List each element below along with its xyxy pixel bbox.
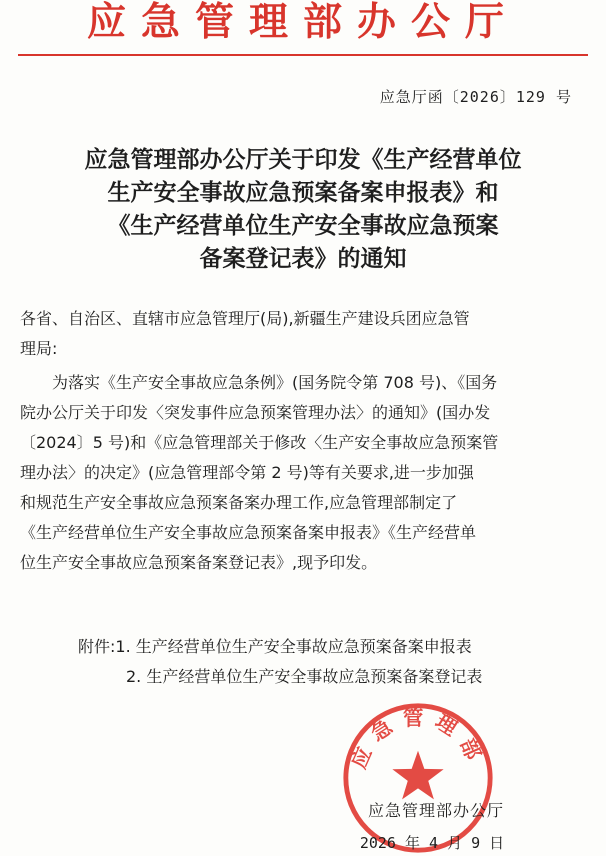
document-number: 应急厅函〔2026〕129 号 <box>379 88 572 106</box>
title-line: 应急管理部办公厅关于印发《生产经营单位 <box>84 147 522 173</box>
body-line: 为落实《生产安全事故应急条例》(国务院令第 708 号)、《国务 <box>20 373 498 392</box>
red-divider-line <box>18 54 588 56</box>
body-line: 院办公厅关于印发〈突发事件应急预案管理办法〉的通知》(国办发 <box>20 403 491 422</box>
seal-text: 应急管理部 <box>346 705 490 773</box>
title-line: 备案登记表》的通知 <box>199 246 407 272</box>
attachment-item: 附件:1. 生产经营单位生产安全事故应急预案备案申报表 <box>78 637 472 656</box>
issuer-signature: 应急管理部办公厅 <box>367 801 504 820</box>
body-line: 位生产安全事故应急预案备案登记表》,现予印发。 <box>20 553 378 572</box>
addressee-line: 理局: <box>20 339 58 358</box>
body-line: 和规范生产安全事故应急预案备案办理工作,应急管理部制定了 <box>20 493 458 512</box>
body-line: 《生产经营单位生产安全事故应急预案备案申报表》《生产经营单 <box>20 523 477 542</box>
document-title <box>20 144 586 276</box>
body-line: 理办法〉的决定》(应急管理部令第 2 号)等有关要求,进一步加强 <box>20 463 474 482</box>
org-header: 应急管理部办公厅 <box>86 0 519 45</box>
attachment-item: 2. 生产经营单位生产安全事故应急预案备案登记表 <box>126 667 483 686</box>
addressee <box>20 304 586 364</box>
title-line: 《生产经营单位生产安全事故应急预案 <box>107 213 499 239</box>
title-line: 生产安全事故应急预案备案申报表》和 <box>107 180 499 206</box>
attachments-list <box>20 632 586 692</box>
body-line: 〔2024〕5 号)和《应急管理部关于修改〈生产安全事故应急预案管 <box>20 433 499 452</box>
issue-date: 2026 年 4 月 9 日 <box>359 834 505 852</box>
addressee-line: 各省、自治区、直辖市应急管理厅(局),新疆生产建设兵团应急管 <box>20 309 470 328</box>
star-icon <box>392 751 443 800</box>
body-paragraph <box>20 368 586 578</box>
